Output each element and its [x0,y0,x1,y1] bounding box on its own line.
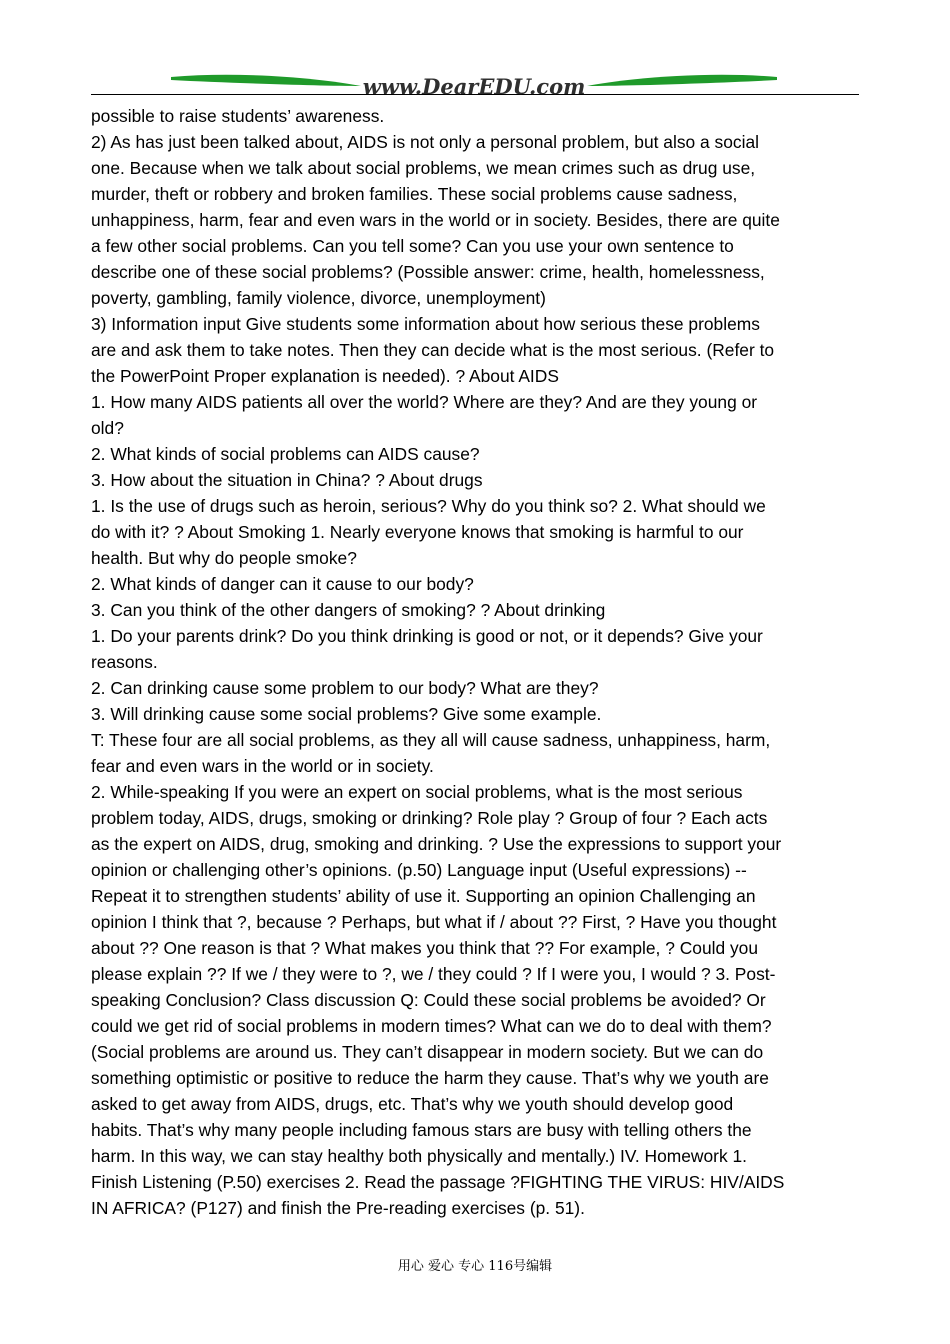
text-line: speaking Conclusion? Class discussion Q: Could these social problems be avoided? Or [91,990,766,1010]
text-line: old? [91,418,124,438]
text-line: harm. In this way, we can stay healthy both physically and mentally.) IV. Homework 1. [91,1146,747,1166]
text-line: something optimistic or positive to reduce the harm they cause. That’s why we youth are [91,1068,769,1088]
text-line: (Social problems are around us. They can’t disappear in modern society. But we can do [91,1042,764,1062]
text-line: murder, theft or robbery and broken families. These social problems cause sadness, [91,184,738,204]
text-line: 1. Is the use of drugs such as heroin, serious? Why do you think so? 2. What should we [91,496,766,516]
text-line: health. But why do people smoke? [91,548,357,568]
text-line: T: These four are all social problems, as they all will cause sadness, unhappiness, harm, [91,730,771,750]
text-line: 3. Can you think of the other dangers of smoking? ? About drinking [91,600,606,620]
text-line: poverty, gambling, family violence, divorce, unemployment) [91,288,546,308]
text-line: unhappiness, harm, fear and even wars in the world or in society. Besides, there are quite [91,210,780,230]
text-line: 2) As has just been talked about, AIDS is not only a personal problem, but also a social [91,132,760,152]
text-line: a few other social problems. Can you tell some? Can you use your own sentence to [91,236,734,256]
text-line: IN AFRICA? (P127) and finish the Pre-reading exercises (p. 51). [91,1198,585,1218]
text-line: Finish Listening (P.50) exercises 2. Read the passage ?FIGHTING THE VIRUS: HIV/AIDS [91,1172,785,1192]
document-body [91,103,861,1221]
text-line: do with it? ? About Smoking 1. Nearly everyone knows that smoking is harmful to our [91,522,744,542]
text-line: 1. Do your parents drink? Do you think drinking is good or not, or it depends? Give your [91,626,763,646]
text-line: 2. While-speaking If you were an expert on social problems, what is the most serious [91,782,743,802]
text-line: opinion I think that ?, because ? Perhaps, but what if / about ?? First, ? Have you thought [91,912,777,932]
page-footer: 用心 爱心 专心 116号编辑 [397,1259,553,1274]
logo-left-swoosh [171,75,361,86]
text-line: 1. How many AIDS patients all over the world? Where are they? And are they young or [91,392,758,412]
text-line: about ?? One reason is that ? What makes you think that ?? For example, ? Could you [91,938,759,958]
text-line: possible to raise students’ awareness. [91,106,385,126]
text-line: the PowerPoint Proper explanation is needed). ? About AIDS [91,366,559,386]
text-line: 3) Information input Give students some information about how serious these problems [91,314,760,334]
text-line: describe one of these social problems? (Possible answer: crime, health, homelessness, [91,262,765,282]
text-line: problem today, AIDS, drugs, smoking or drinking? Role play ? Group of four ? Each acts [91,808,768,828]
text-line: Repeat it to strengthen students’ ability of use it. Supporting an opinion Challenging an [91,886,756,906]
text-line: one. Because when we talk about social problems, we mean crimes such as drug use, [91,158,756,178]
text-line: 2. What kinds of danger can it cause to our body? [91,574,474,594]
text-line: are and ask them to take notes. Then they can decide what is the most serious. (Refer to [91,340,775,360]
text-line: could we get rid of social problems in modern times? What can we do to deal with them? [91,1016,772,1036]
page-header [91,68,859,98]
text-line: reasons. [91,652,158,672]
text-line: fear and even wars in the world or in society. [91,756,434,776]
text-line: 2. What kinds of social problems can AIDS cause? [91,444,480,464]
site-logo-text: www.DearEDU.com [362,74,586,98]
text-line: 3. Will drinking cause some social problems? Give some example. [91,704,602,724]
text-line: as the expert on AIDS, drug, smoking and drinking. ? Use the expressions to support your [91,834,782,854]
text-line: opinion or challenging other’s opinions. (p.50) Language input (Useful expressions) -- [91,860,747,880]
text-line: 2. Can drinking cause some problem to our body? What are they? [91,678,599,698]
text-line: please explain ?? If we / they were to ?, we / they could ? If I were you, I would ? 3. Post- [91,964,776,984]
text-line: habits. That’s why many people including famous stars are busy with telling others the [91,1120,752,1140]
logo-right-swoosh [587,75,777,86]
text-line: 3. How about the situation in China? ? About drugs [91,470,483,490]
site-logo [169,68,779,98]
text-line: asked to get away from AIDS, drugs, etc. That’s why we youth should develop good [91,1094,734,1114]
